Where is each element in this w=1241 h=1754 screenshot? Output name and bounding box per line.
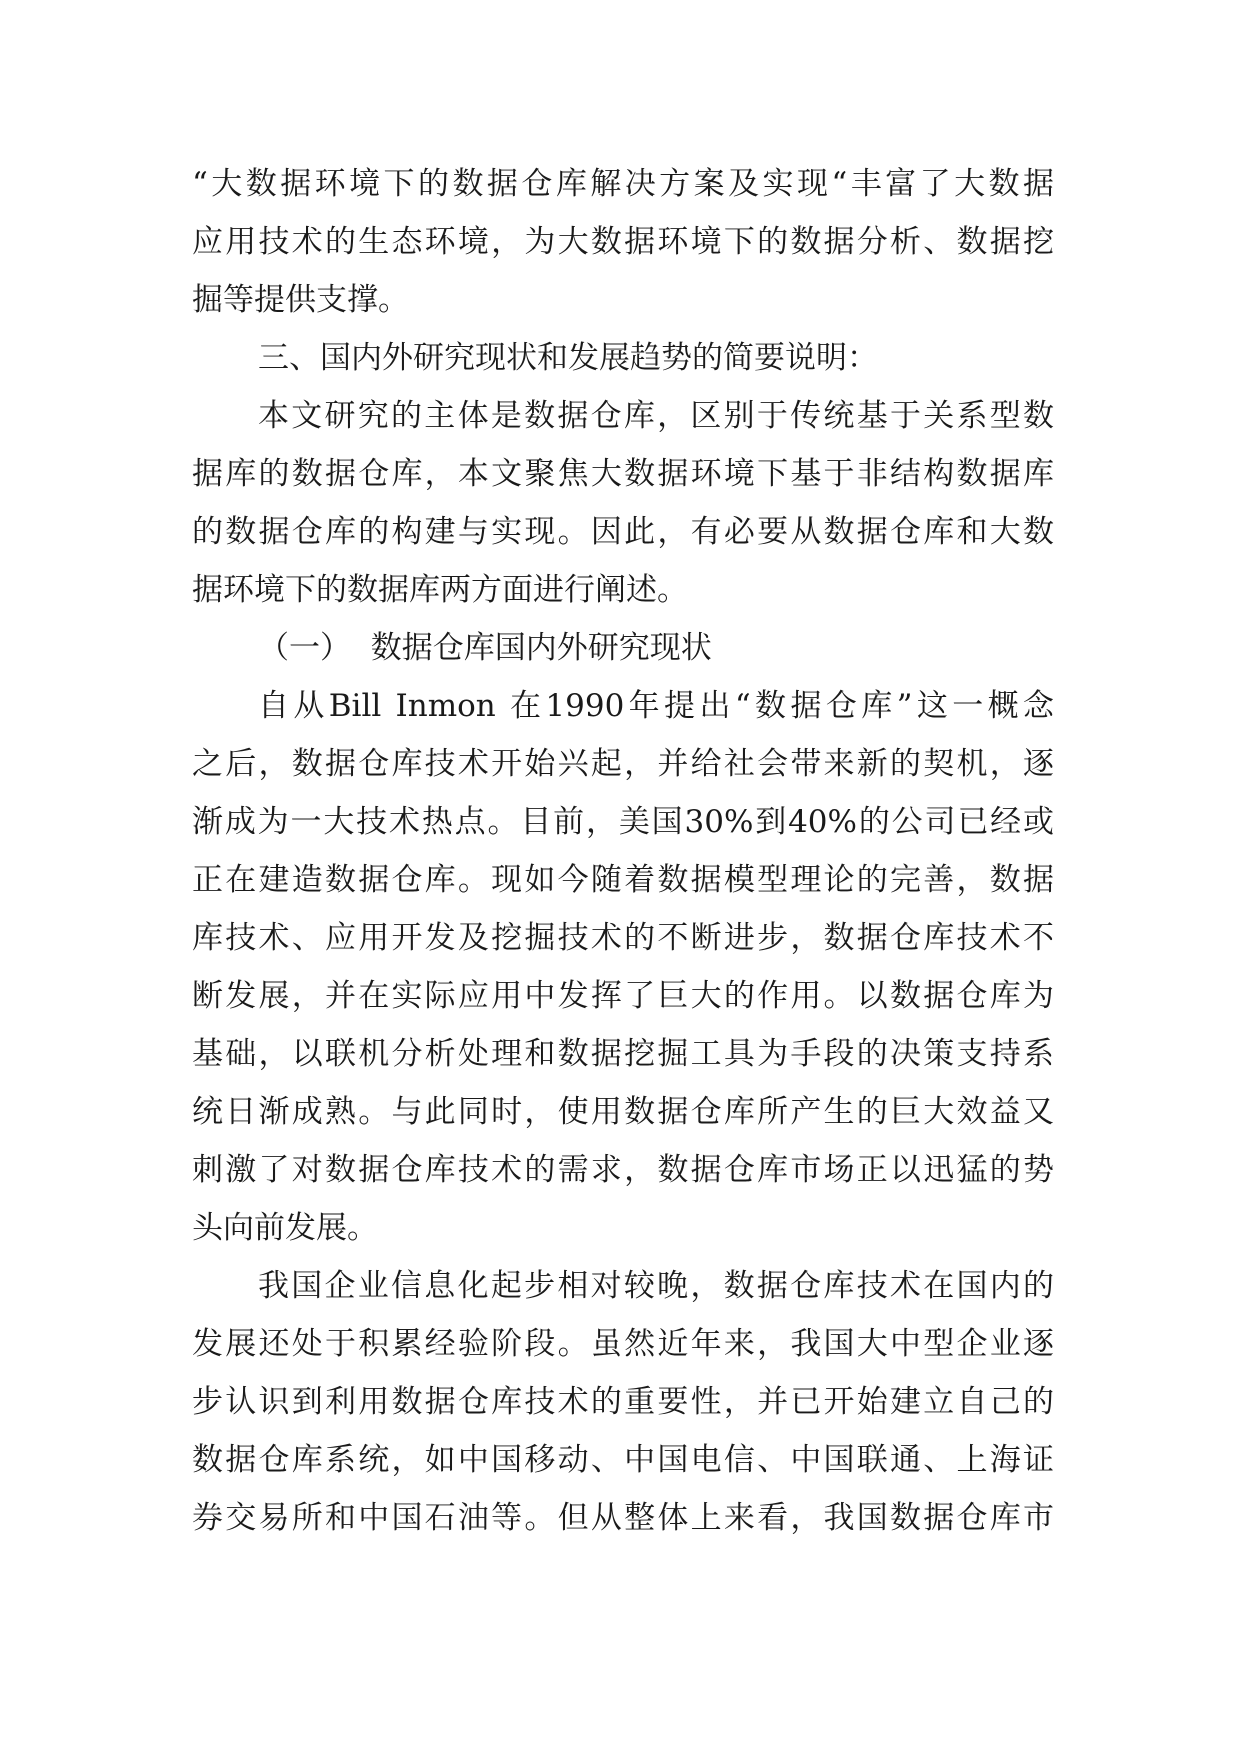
text-line: 券交易所和中国石油等。但从整体上来看，我国数据仓库市 — [192, 1500, 1054, 1536]
text-line: 应用技术的生态环境，为大数据环境下的数据分析、数据挖 — [192, 224, 1054, 260]
text-line: “大数据环境下的数据仓库解决方案及实现“丰富了大数据 — [192, 166, 1054, 202]
text-line: 基础，以联机分析处理和数据挖掘工具为手段的决策支持系 — [192, 1036, 1054, 1072]
text-line: 断发展，并在实际应用中发挥了巨大的作用。以数据仓库为 — [192, 978, 1054, 1014]
text-line: 本文研究的主体是数据仓库，区别于传统基于关系型数 — [258, 398, 1054, 434]
text-line: 自从Bill Inmon 在1990年提出“数据仓库”这一概念 — [258, 688, 1054, 724]
text-line: 数据仓库系统，如中国移动、中国电信、中国联通、上海证 — [192, 1442, 1054, 1478]
text-line: 据环境下的数据库两方面进行阐述。 — [192, 572, 688, 608]
text-line: 我国企业信息化起步相对较晚，数据仓库技术在国内的 — [258, 1268, 1054, 1304]
text-line: 库技术、应用开发及挖掘技术的不断进步，数据仓库技术不 — [192, 920, 1054, 956]
text-line: 统日渐成熟。与此同时，使用数据仓库所产生的巨大效益又 — [192, 1094, 1054, 1130]
text-line: 渐成为一大技术热点。目前，美国30%到40%的公司已经或 — [192, 804, 1054, 840]
text-line: 步认识到利用数据仓库技术的重要性，并已开始建立自己的 — [192, 1384, 1054, 1420]
text-line: 发展还处于积累经验阶段。虽然近年来，我国大中型企业逐 — [192, 1326, 1054, 1362]
text-line: 头向前发展。 — [192, 1210, 378, 1246]
section-heading: 三、国内外研究现状和发展趋势的简要说明： — [258, 340, 878, 376]
text-line: 据库的数据仓库，本文聚焦大数据环境下基于非结构数据库 — [192, 456, 1054, 492]
text-line: 之后，数据仓库技术开始兴起，并给社会带来新的契机，逐 — [192, 746, 1054, 782]
text-line: 正在建造数据仓库。现如今随着数据模型理论的完善，数据 — [192, 862, 1054, 898]
text-line: 的数据仓库的构建与实现。因此，有必要从数据仓库和大数 — [192, 514, 1054, 550]
text-line: 掘等提供支撑。 — [192, 282, 409, 318]
text-line: 刺激了对数据仓库技术的需求，数据仓库市场正以迅猛的势 — [192, 1152, 1054, 1188]
subsection-heading: （一） 数据仓库国内外研究现状 — [258, 630, 712, 666]
